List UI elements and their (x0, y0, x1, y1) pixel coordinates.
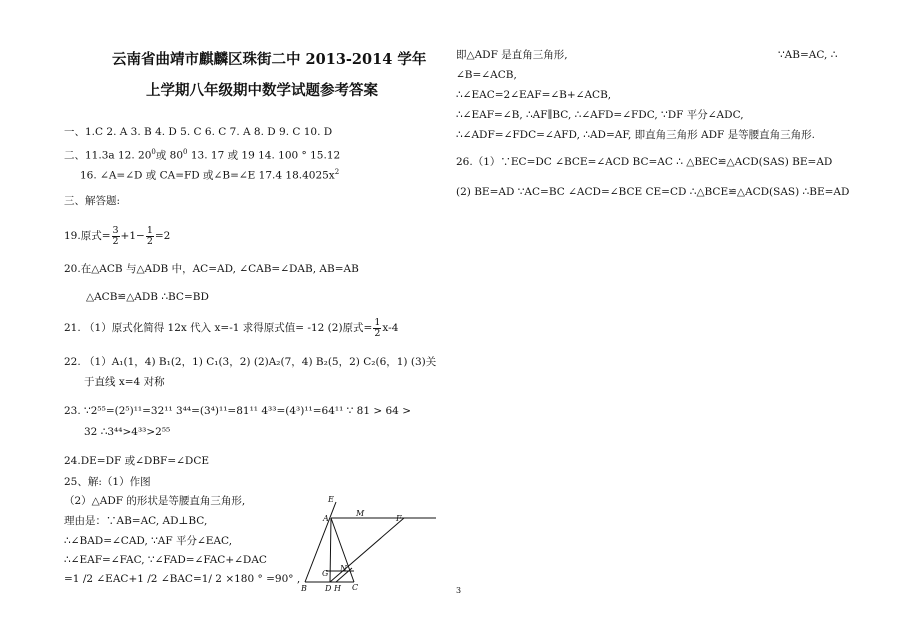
q23: 23. ∵2⁵⁵=(2⁵)¹¹=32¹¹ 3⁴⁴=(3⁴)¹¹=81¹¹ 4³³=(4³)¹¹=64¹¹ ∵ 81 > 64 > (64, 405, 412, 417)
q20-conclusion: △ACB≌△ADB ∴BC=BD (86, 291, 209, 303)
label-A: A (323, 514, 329, 523)
q25-reason: 理由是：∵AB=AC, AD⊥BC, (64, 515, 208, 527)
q21: 21. （1）原式化简得 12x 代入 x=-1 求得原式值= -12 (2)原式= $\frac{1}{2}$ x-4 (64, 316, 399, 339)
q25-step-2: ∴∠EAF=∠FAC, ∵∠FAD=∠FAC+∠DAC (64, 554, 267, 566)
q25-part2: （2）△ADF 的形状是等腰直角三角形, (64, 495, 246, 507)
q22-continued: 于直线 x=4 对称 (84, 376, 165, 388)
section-2-line-1: 二、11.3a 12. $20^0$或 $80^0$ 13. 17 或 19 14. 100 ° 15.12 (64, 148, 341, 162)
section-2-line-2: 16. ∠A=∠D 或 CA=FD 或∠B=∠E 17.4 $18.4025x^2$ (80, 168, 340, 182)
q23-continued: 32 ∴3⁴⁴>4³³>2⁵⁵ (84, 426, 171, 438)
right-line-4: ∴∠EAF=∠B, ∴AF∥BC, ∴∠AFD=∠FDC, ∵DF 平分∠ADC, (456, 109, 744, 121)
right-line-3: ∴∠EAC=2∠EAF=∠B+∠ACB, (456, 89, 612, 101)
label-N: N (340, 564, 347, 573)
label-B: B (301, 584, 307, 592)
right-line-2: ∠B=∠ACB, (456, 69, 517, 81)
q19: 19.原式= $\frac{3}{2}$ +1− $\frac{1}{2}$ =2 (64, 224, 171, 247)
q25-step-1: ∴∠BAD=∠CAD, ∵AF 平分∠EAC, (64, 535, 233, 547)
section-1-answers: 一、1.C 2. A 3. B 4. D 5. C 6. C 7. A 8. D 9. C 10. D (64, 126, 333, 138)
section-3-heading: 三、解答题: (64, 195, 121, 207)
right-line-1-end: ∵AB=AC, ∴ (778, 49, 838, 61)
label-E: E (328, 495, 334, 504)
q24: 24.DE=DF 或∠DBF=∠DCE (64, 455, 210, 467)
line-AD (330, 518, 331, 582)
right-line-5: ∴∠ADF=∠FDC=∠AFD, ∴AD=AF, 即直角三角形 ADF 是等腰直角三角形. (456, 129, 815, 141)
title-line-1: 云南省曲靖市麒麟区珠街二中 2013-2014 学年 (112, 51, 427, 68)
q20: 20.在△ACB 与△ADB 中，AC=AD, ∠CAB=∠DAB, AB=AB (64, 263, 359, 275)
label-H: H (334, 584, 341, 592)
label-M: M (356, 509, 365, 518)
right-line-1: 即△ADF 是直角三角形, (456, 49, 568, 61)
label-C: C (352, 583, 359, 592)
q25-heading: 25、解:（1）作图 (64, 476, 151, 488)
label-F: F (396, 514, 402, 523)
q26-part1: 26.（1）∵EC=DC ∠BCE=∠ACD BC=AC ∴ △BEC≌△ACD(SAS) BE=AD (456, 156, 833, 168)
q25-step-3: =1 /2 ∠EAC+1 /2 ∠BAC=1/ 2 ×180 ° =90° , (64, 573, 301, 585)
page-number: 3 (456, 586, 462, 595)
line-EB (305, 502, 336, 582)
q22: 22. （1）A₁(1，4) B₁(2，1) C₁(3，2) (2)A₂(7，4) B₂(5，2) C₂(6，1) (3)关 (64, 356, 437, 368)
title-line-2: 上学期八年级期中数学试题参考答案 (146, 82, 378, 99)
q26-part2: (2) BE=AD ∵AC=BC ∠ACD=∠BCE CE=CD ∴△BCE≌△ACD(SAS) ∴BE=AD (456, 186, 850, 198)
geometry-figure (296, 494, 442, 592)
label-G: G (322, 569, 329, 578)
label-D: D (325, 584, 332, 592)
